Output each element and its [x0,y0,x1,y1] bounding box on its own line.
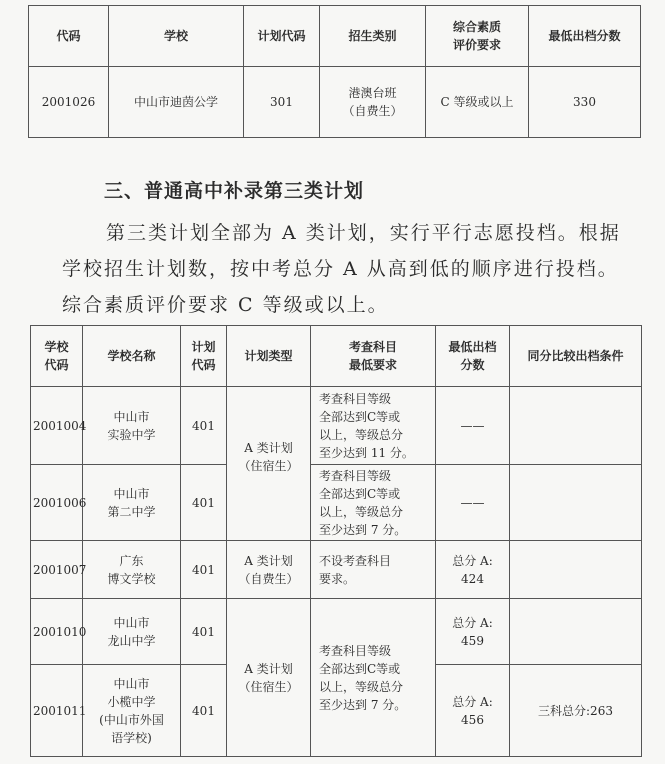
cell-plan-code: 401 [181,465,227,541]
cell-code: 2001006 [31,465,83,541]
table-row [31,387,642,465]
cell-evaluation: C 等级或以上 [426,67,529,138]
cell-plan-code: 401 [181,541,227,599]
header-subject-req: 考查科目 最低要求 [311,326,436,387]
header-plan-code: 计划 代码 [181,326,227,387]
table-row [31,541,642,599]
table-row [31,599,642,665]
header-plan-type: 计划类型 [227,326,311,387]
cell-school-name: 中山市 实验中学 [83,387,181,465]
table-row [31,465,642,541]
cell-min-score: 总分 A: 456 [436,665,510,757]
cell-tie-break [510,387,642,465]
cell-plan-type: A 类计划 （自费生） [227,541,311,599]
cell-code: 2001010 [31,599,83,665]
section-paragraph [62,215,642,323]
cell-subject-req: 考查科目等级 全部达到C等或 以上，等级总分 至少达到 7 分。 [311,599,436,757]
cell-plan-code: 401 [181,665,227,757]
cell-subject-req: 不设考查科目 要求。 [311,541,436,599]
cell-code: 2001011 [31,665,83,757]
cell-tie-break: 三科总分:263 [510,665,642,757]
header-school-code: 学校 代码 [31,326,83,387]
cell-plan-type: A 类计划 （住宿生） [227,387,311,541]
header-min-score: 最低出档分数 [529,6,641,67]
cell-tie-break [510,465,642,541]
header-plan-code: 计划代码 [244,6,320,67]
paragraph-line: 学校招生计划数，按中考总分 A 从高到低的顺序进行投档。 [62,258,619,280]
paragraph-line: 第三类计划全部为 A 类计划，实行平行志愿投档。根据 [106,222,621,244]
cell-min-score: 总分 A: 424 [436,541,510,599]
header-code: 代码 [29,6,109,67]
cell-min-score: —— [436,387,510,465]
header-school-name: 学校名称 [83,326,181,387]
header-tie-break: 同分比较出档条件 [510,326,642,387]
cell-plan-code: 301 [244,67,320,138]
cell-school-name: 广东 博文学校 [83,541,181,599]
table-header-row [31,326,642,387]
header-school: 学校 [109,6,244,67]
header-evaluation: 综合素质 评价要求 [426,6,529,67]
cell-school-name: 中山市 龙山中学 [83,599,181,665]
cell-plan-type: A 类计划 （住宿生） [227,599,311,757]
cell-subject-req: 考查科目等级 全部达到C等或 以上，等级总分 至少达到 11 分。 [311,387,436,465]
cell-school-name: 中山市 第二中学 [83,465,181,541]
table-header-row [29,6,641,67]
cell-school-name: 中山市 小榄中学 (中山市外国 语学校) [83,665,181,757]
cell-min-score: 330 [529,67,641,138]
header-category: 招生类别 [320,6,426,67]
cell-category: 港澳台班 （自费生） [320,67,426,138]
table-row [29,67,641,138]
cell-code: 2001007 [31,541,83,599]
cell-code: 2001004 [31,387,83,465]
paragraph-line: 综合素质评价要求 C 等级或以上。 [62,294,389,316]
cell-subject-req: 考查科目等级 全部达到C等或 以上，等级总分 至少达到 7 分。 [311,465,436,541]
admission-table-top [28,5,641,138]
cell-tie-break [510,541,642,599]
cell-plan-code: 401 [181,599,227,665]
cell-tie-break [510,599,642,665]
cell-plan-code: 401 [181,387,227,465]
header-min-score: 最低出档 分数 [436,326,510,387]
cell-school: 中山市迪茵公学 [109,67,244,138]
section-title: 三、普通高中补录第三类计划 [104,180,365,202]
cell-min-score: —— [436,465,510,541]
cell-code: 2001026 [29,67,109,138]
admission-table-third-plan [30,325,642,757]
cell-min-score: 总分 A: 459 [436,599,510,665]
